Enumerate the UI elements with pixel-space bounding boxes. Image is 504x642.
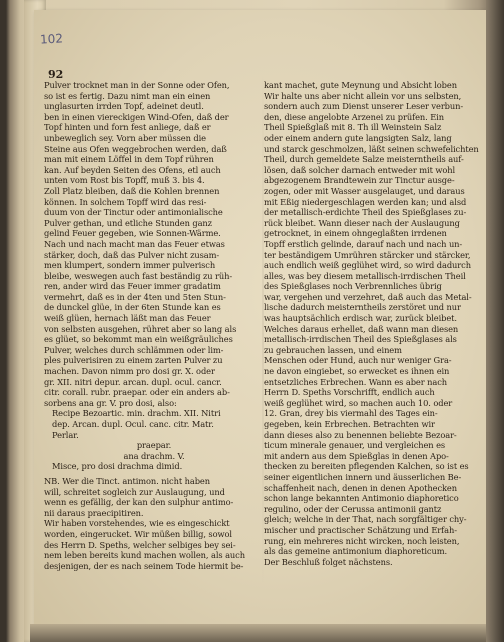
page-stack-edge-right (486, 0, 504, 642)
text-line: des Herrn D. Speths, welcher selbiges bey sei- (44, 539, 236, 550)
text-line: duum von der Tinctur oder antimonialische (44, 207, 223, 218)
text-line: ter beständigem Umrühren stärcker und stärcker, (264, 249, 471, 260)
text-line: mit Eßig niedergeschlagen werden kan; und alsd (264, 196, 467, 207)
text-line: von selbsten ausgehen, rühret aber so lang als (44, 323, 237, 334)
text-line: Theil, durch gemeldete Salze meisterntheils auf- (264, 154, 464, 165)
left-column-body (44, 80, 264, 408)
text-line: des Spießglases noch Verbrennliches übrig (264, 281, 442, 292)
text-line: rück bleibet. Wann dieser nach der Auslaugung (264, 217, 460, 228)
text-line: Topf hinten und forn fest anliege, daß er (44, 122, 211, 133)
text-line: schon lange bekannten Antimonio diaphoretico (264, 493, 459, 504)
text-line: machen. Davon nimm pro dosi gr. X. oder (44, 366, 215, 377)
text-line: regulino, oder der Cerussa antimonii gantz (264, 503, 442, 514)
text-line: Zoll Platz bleiben, daß die Kohlen brennen (44, 185, 220, 196)
text-line: seiner eigentlichen innern und äusserlichen Be- (264, 471, 462, 482)
text-line: Pulver gethan, und etliche Stunden ganz (44, 217, 212, 228)
text-line: Topff erstlich gelinde, darauf nach und nach un- (264, 238, 463, 249)
text-line: vermehrt, daß es in der 4ten und 5ten Stun- (44, 291, 226, 302)
left-column-tail (44, 476, 264, 571)
page-stack-edge (30, 624, 490, 642)
text-line: NB. Wer die Tinct. antimon. nicht haben (44, 475, 210, 486)
text-line: abgezogenem Brandtewein zur Tinctur ausge- (264, 175, 455, 186)
text-line: desjenigen, der es nach seinem Tode hiermit be- (44, 560, 244, 571)
text-line: können. In solchem Topff wird das resi- (44, 196, 207, 207)
text-line: Nach und nach macht man das Feuer etwas (44, 238, 225, 249)
text-line: Der Beschluß folget nächstens. (264, 556, 393, 567)
text-line: will, schreitet sogleich zur Auslaugung, und (44, 486, 225, 497)
text-line: sondern auch zum Dienst unserer Leser verbun- (264, 101, 464, 112)
text-line: gelind Feuer gegeben, wie Sonnen-Wärme. (44, 228, 221, 239)
text-line: Welches daraus erhellet, daß wann man diesen (264, 323, 459, 334)
text-line: ne davon eingiebet, so erwecket es ihnen ein (264, 366, 450, 377)
text-line: citr. corall. rubr. praepar. oder ein anders ab- (44, 387, 230, 398)
text-line: es glüet, so bekommt man ein weißgräuliches (44, 334, 233, 345)
text-line: Menschen oder Hund, auch nur weniger Gra- (264, 355, 452, 366)
recipe-line: Perlar. (52, 429, 79, 440)
recipe-line: dep. Arcan. dupl. Ocul. canc. citr. Matr. (52, 419, 214, 429)
text-line: men klumpert, sondern immer pulverisch (44, 260, 216, 271)
text-line: mischer und practischer Schätzung und Erfah- (264, 524, 457, 535)
text-line: nii daraus praecipitiren. (44, 507, 144, 518)
text-line: kan. Auf beyden Seiten des Ofens, etl auch (44, 164, 221, 175)
text-line: rung, ein mehreres nicht wircken, noch leisten, (264, 535, 460, 546)
text-line: worden, eingerucket. Wir müßen billig, sowol (44, 528, 232, 539)
text-line: sorbens ana gr. V. pro dosi, also: (44, 397, 177, 408)
text-line: metallisch-irrdischen Theil des Spießglases als (264, 334, 457, 345)
text-line: kant machet, gute Meynung und Absicht loben (264, 80, 457, 90)
text-line: war, vergehen und verzehret, daß auch das Metal- (264, 291, 472, 302)
text-line: ticum minerale genauer, und vergleichen es (264, 440, 446, 451)
text-line: 12. Gran, drey bis viermahl des Tages ein- (264, 408, 438, 419)
text-line: schaffenheit nach, denen in denen Apothecken (264, 482, 457, 493)
recipe-line: Recipe Bezoartic. min. drachm. XII. Nitri (52, 408, 221, 419)
recipe-line: praepar. (136, 440, 172, 451)
text-line: Steine aus Ofen weggebrochen werden, daß (44, 143, 227, 154)
text-line: gr. XII. nitri depur. arcan. dupl. ocul. cancr. (44, 376, 222, 387)
text-line: Wir haben vorstehendes, wie es eingeschickt (44, 518, 230, 529)
text-line: lische dadurch meisterntheils zerstöret und nur (264, 302, 461, 313)
text-line: de dunckel glüe, in der 6ten Stunde kan es (44, 302, 221, 313)
text-line: als das gemeine antimonium diaphoreticum. (264, 546, 447, 557)
recipe-line: ana drachm. V. (123, 450, 185, 461)
text-line: Pulver trocknet man in der Sonne oder Ofen, (44, 80, 230, 90)
text-line: gleich; welche in der That, nach sorgfältiger chy- (264, 514, 467, 525)
text-line: weiß geglühet wird, so machen auch 10. oder (264, 397, 453, 408)
text-line: unten vom Rost bis Topff, muß 3. bis 4. (44, 175, 205, 186)
page-number: 92 (48, 68, 64, 81)
text-line: nem leben bereits kund machen wollen, als auch (44, 550, 245, 561)
text-line: ples pulverisiren zu einem zarten Pulver zu (44, 355, 223, 366)
text-line: was hauptsächlich erdisch war, zurück bleibet. (264, 313, 457, 324)
text-line: Herrn D. Speths Vorschrifft, endlich auch (264, 387, 435, 398)
text-line: so ist es fertig. Dazu nimt man ein einen (44, 90, 211, 101)
text-line: der metallisch-erdichte Theil des Spießglases zu- (264, 207, 467, 218)
text-line: ren, ander wird das Feuer immer gradatim (44, 281, 221, 292)
right-column (264, 80, 484, 567)
text-line: wenn es gefällig, der kan den sulphur antimo- (44, 497, 234, 508)
text-line: und starck geschmolzen, läßt seinen schwefelichten (264, 143, 479, 154)
text-line: auch endlich weiß geglühet wird, so wird dadurch (264, 260, 471, 271)
text-line: weiß glüen, hernach läßt man das Feuer (44, 313, 211, 324)
text-line: unglasurten irrden Topf, adeinet deutl. (44, 101, 204, 112)
right-column-body (264, 80, 484, 567)
text-line: Pulver, welches durch schlämmen oder lim- (44, 344, 224, 355)
text-line: lösen, daß solcher darnach entweder mit wohl (264, 164, 456, 175)
text-line: alles, was bey diesem metallisch-irrdischen Theil (264, 270, 466, 281)
text-line: dann dieses also zu benennen beliebte Bezoar- (264, 429, 457, 440)
text-line: zogen, oder mit Wasser ausgelauget, und daraus (264, 185, 465, 196)
text-line: stärker, doch, daß das Pulver nicht zusam- (44, 249, 220, 260)
text-line: oder einem andern gute langsigten Salz, lang (264, 132, 452, 143)
text-line: entsetzliches Erbrechen. Wann es aber nach (264, 376, 448, 387)
handwritten-shelfmark: 102 (39, 31, 64, 47)
left-column (44, 80, 264, 571)
text-line: Theil Spießglaß mit 8. Th ill Weinstein Salz (264, 122, 442, 133)
recipe-line: Misce, pro dosi drachma dimid. (52, 461, 183, 472)
text-line: ben in einen viereckigen Wind-Ofen, daß der (44, 111, 229, 122)
text-line: Wir halte uns aber nicht allein vor uns selbsten, (264, 90, 462, 101)
text-line: bleibe, weswegen auch fast beständig zu rüh- (44, 270, 233, 281)
text-line: getrocknet, in einem ohngeglaßten irrdenen (264, 228, 447, 239)
text-line: zu gebrauchen lassen, und einem (264, 344, 402, 355)
text-line: thecken zu bereiten pflegenden Kalchen, so ist es (264, 461, 469, 472)
text-line: den, diese angelobte Arzenei zu prüfen. Ein (264, 111, 444, 122)
text-line: unbeweglich sey. Vorn aber müssen die (44, 132, 206, 143)
text-line: gegeben, kein Erbrechen. Betrachten wir (264, 419, 435, 429)
text-line: man mit einem Löffel in dem Topf rühren (44, 154, 214, 165)
text-line: mit andern aus dem Spießglas in denen Apo- (264, 450, 449, 461)
